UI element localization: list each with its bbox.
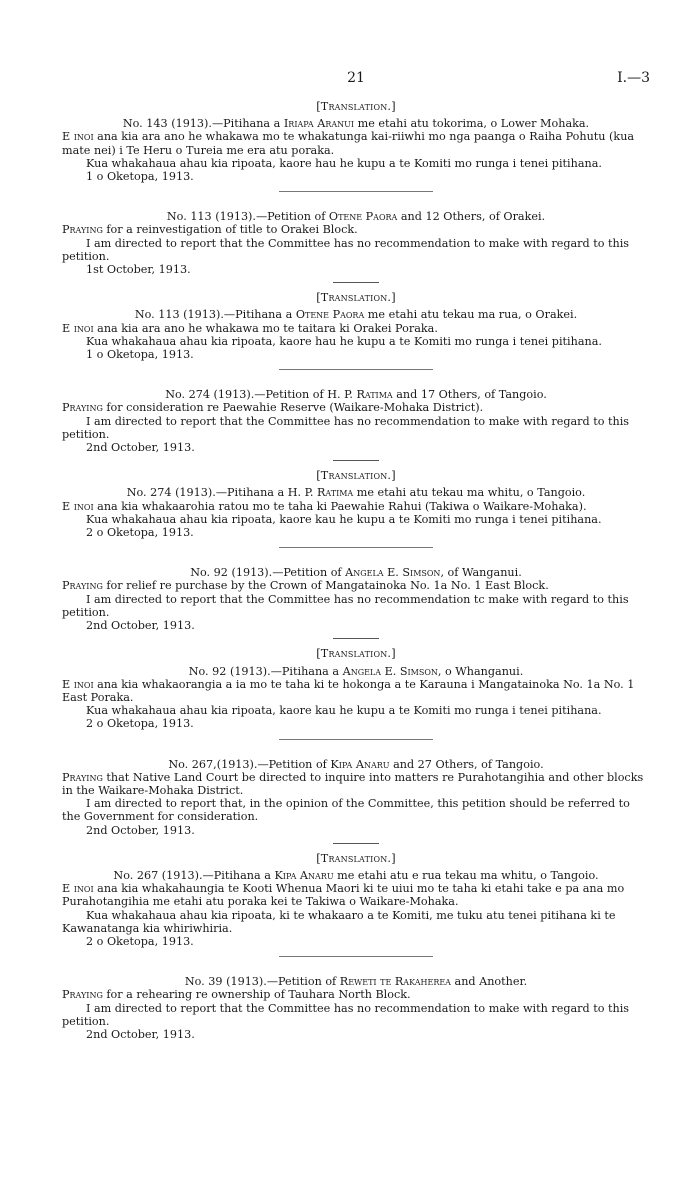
heading-number: No. 113 (1913).—Petition of <box>166 210 329 224</box>
prayer-lead: Praying <box>62 401 103 415</box>
petition-heading <box>62 975 650 988</box>
translation-divider <box>333 638 379 639</box>
petitioner-name: Ratima <box>316 486 354 500</box>
prayer-lead: E inoi <box>62 321 94 335</box>
report-date-translation: 2 o Oketopa, 1913. <box>86 717 194 731</box>
heading-number: No. 92 (1913).—Pitihana a <box>188 664 343 678</box>
petition-entry-267 <box>62 758 650 958</box>
prayer-text: ana kia whakaorangia a ia mo te taha ki te hokonga a te Karauna i Mangatainoka No. 1a No. 1 East Poraka. <box>62 677 635 704</box>
heading-rest: and Another. <box>450 975 528 989</box>
section-divider <box>279 956 433 957</box>
petition-prayer <box>62 401 650 414</box>
heading-number: No. 143 (1913).—Pitihana a <box>122 117 284 131</box>
heading-number: No. 267 (1913).—Pitihana a <box>113 868 275 882</box>
petition-prayer-translation <box>62 882 650 908</box>
petition-prayer-translation <box>62 678 650 704</box>
heading-rest: , of Wanganui. <box>440 566 522 580</box>
petitioner-name: Ratima <box>356 388 393 402</box>
committee-report: I am directed to report that the Committee has no recommendation tc make with regard to this petition. <box>62 592 629 619</box>
heading-number: No. 274 (1913).—Petition of H. P. <box>165 388 357 402</box>
prayer-lead: Praying <box>62 579 103 593</box>
heading-rest: me etahi atu tokorima, o Lower Mohaka. <box>354 117 590 131</box>
committee-report: I am directed to report that, in the opinion of the Committee, this petition should be referred to the Government for consideration. <box>62 797 630 824</box>
committee-report-translation: Kua whakahaua ahau kia ripoata, kaore hau he kupu a te Komiti mo runga i tenei pitihana. <box>86 334 602 348</box>
report-date-translation: 1 o Oketopa, 1913. <box>86 348 194 362</box>
petition-heading-translation <box>62 665 650 678</box>
prayer-text: for a reinvestigation of title to Orakei Block. <box>102 223 358 237</box>
petition-entry-39 <box>62 975 650 1041</box>
committee-report-translation: Kua whakahaua ahau kia ripoata, ki te whakaaro a te Komiti, me tuku atu tenei pitihana ki te Kawanatanga kia whiriwhiria. <box>62 908 616 935</box>
committee-report: I am directed to report that the Committee has no recommendation to make with regard to this petition. <box>62 1001 630 1028</box>
petition-prayer-translation <box>62 500 650 513</box>
petitioner-name: Otene Paora <box>295 308 365 322</box>
petition-prayer <box>62 988 650 1001</box>
prayer-text: for relief re purchase by the Crown of Mangatainoka No. 1a No. 1 East Block. <box>102 579 549 593</box>
report-date: 2nd October, 1913. <box>86 823 195 837</box>
committee-report-translation: Kua whakahaua ahau kia ripoata, kaore kau he kupu a te Komiti mo runga i tenei pitihana. <box>86 704 602 718</box>
petition-heading-translation <box>62 486 650 499</box>
committee-report: I am directed to report that the Committee has no recommendation to make with regard to this petition. <box>62 236 630 263</box>
translation-label: [Translation.] <box>316 647 396 661</box>
petition-prayer <box>62 130 650 156</box>
petition-entry-92 <box>62 566 650 739</box>
heading-number: No. 274 (1913).—Pitihana a H. P. <box>126 486 317 500</box>
prayer-text: ana kia whakahaungia te Kooti Whenua Maori ki te uiui mo te taha ki etahi take e pa ana mo Purahotangihia me etahi atu poraka kei te Takiwa o Waikare-Mohaka. <box>62 882 625 909</box>
prayer-text: for a rehearing re ownership of Tauhara North Block. <box>102 988 411 1002</box>
report-date: 1st October, 1913. <box>86 263 191 277</box>
report-date: 2nd October, 1913. <box>86 1027 195 1041</box>
translation-divider <box>333 460 379 461</box>
report-date: 2nd October, 1913. <box>86 619 195 633</box>
petition-prayer-translation <box>62 322 650 335</box>
committee-report-translation: Kua whakahaua ahau kia ripoata, kaore kau he kupu a te Komiti mo runga i tenei pitihana. <box>86 512 602 526</box>
prayer-lead: E inoi <box>62 677 94 691</box>
prayer-text: for consideration re Paewahie Reserve (Waikare-Mohaka District). <box>102 401 484 415</box>
page-number: 21 <box>347 70 365 86</box>
petitioner-name: Iriapa Aranui <box>283 117 355 131</box>
report-date-translation: 2 o Oketopa, 1913. <box>86 934 194 948</box>
heading-rest: and 12 Others, of Orakei. <box>397 210 546 224</box>
petition-heading-translation <box>62 869 650 882</box>
section-divider <box>279 191 433 192</box>
heading-number: No. 113 (1913).—Pitihana a <box>134 308 296 322</box>
petition-heading <box>62 117 650 130</box>
petition-prayer <box>62 579 650 592</box>
petition-entry-143 <box>62 100 650 192</box>
prayer-lead: E inoi <box>62 130 94 144</box>
prayer-lead: Praying <box>62 223 103 237</box>
petition-heading <box>62 758 650 771</box>
heading-rest: , o Whanganui. <box>437 664 524 678</box>
prayer-lead: Praying <box>62 770 103 784</box>
section-divider <box>279 739 433 740</box>
section-divider <box>279 547 433 548</box>
prayer-text: ana kia ara ano he whakawa mo te taitara ki Orakei Poraka. <box>93 321 438 335</box>
prayer-lead: Praying <box>62 988 103 1002</box>
heading-rest: and 27 Others, of Tangoio. <box>389 757 544 771</box>
section-divider <box>279 369 433 370</box>
translation-label: [Translation.] <box>316 469 396 483</box>
heading-rest: and 17 Others, of Tangoio. <box>392 388 547 402</box>
report-date-translation: 2 o Oketopa, 1913. <box>86 526 194 540</box>
committee-report: I am directed to report that the Committee has no recommendation to make with regard to this petition. <box>62 414 630 441</box>
translation-label: [Translation.] <box>316 851 396 865</box>
heading-number: No. 39 (1913).—Petition of <box>184 975 340 989</box>
petition-prayer <box>62 223 650 236</box>
report-date: 1 o Oketopa, 1913. <box>86 170 194 184</box>
prayer-text: ana kia whakaarohia ratou mo te taha ki Paewahie Rahui (Takiwa o Waikare-Mohaka). <box>93 499 587 513</box>
document-body <box>62 100 650 1041</box>
petitioner-name: Angela E. Simson <box>345 566 441 580</box>
petition-heading <box>62 566 650 579</box>
petition-entry-274 <box>62 388 650 548</box>
heading-number: No. 267,(1913).—Petition of <box>168 757 331 771</box>
petitioner-name: Otene Paora <box>328 210 398 224</box>
prayer-lead: E inoi <box>62 499 94 513</box>
petition-entry-113 <box>62 210 650 370</box>
page-header <box>62 70 650 96</box>
petitioner-name: Kipa Anaru <box>330 757 390 771</box>
petition-heading <box>62 210 650 223</box>
petitioner-name: Angela E. Simson <box>342 664 438 678</box>
petition-heading-translation <box>62 308 650 321</box>
translation-label: [Translation.] <box>316 100 396 113</box>
heading-rest: me etahi atu tekau ma rua, o Orakei. <box>364 308 578 322</box>
prayer-text: ana kia ara ano he whakawa mo te whakatunga kai-riiwhi mo nga paanga o Raiha Pohutu (kua mate nei) i Te Heru o Tureia me era atu poraka. <box>62 130 635 157</box>
translation-divider <box>333 282 379 283</box>
petition-heading <box>62 388 650 401</box>
petitioner-name: Kipa Anaru <box>274 868 334 882</box>
prayer-lead: E inoi <box>62 882 94 896</box>
translation-label: [Translation.] <box>316 291 396 305</box>
translation-divider <box>333 843 379 844</box>
heading-rest: me etahi atu tekau ma whitu, o Tangoio. <box>353 486 586 500</box>
petition-prayer <box>62 771 650 797</box>
committee-report: Kua whakahaua ahau kia ripoata, kaore hau he kupu a te Komiti mo runga i tenei pitihana. <box>86 156 602 170</box>
heading-rest: me etahi atu e rua tekau ma whitu, o Tangoio. <box>333 868 599 882</box>
document-code: I.—3 <box>617 70 650 86</box>
report-date: 2nd October, 1913. <box>86 441 195 455</box>
prayer-text: that Native Land Court be directed to inquire into matters re Purahotangihia and other blocks in the Waikare-Mohaka District. <box>62 770 644 797</box>
petitioner-name: Reweti te Rakaherea <box>339 975 451 989</box>
heading-number: No. 92 (1913).—Petition of <box>190 566 346 580</box>
